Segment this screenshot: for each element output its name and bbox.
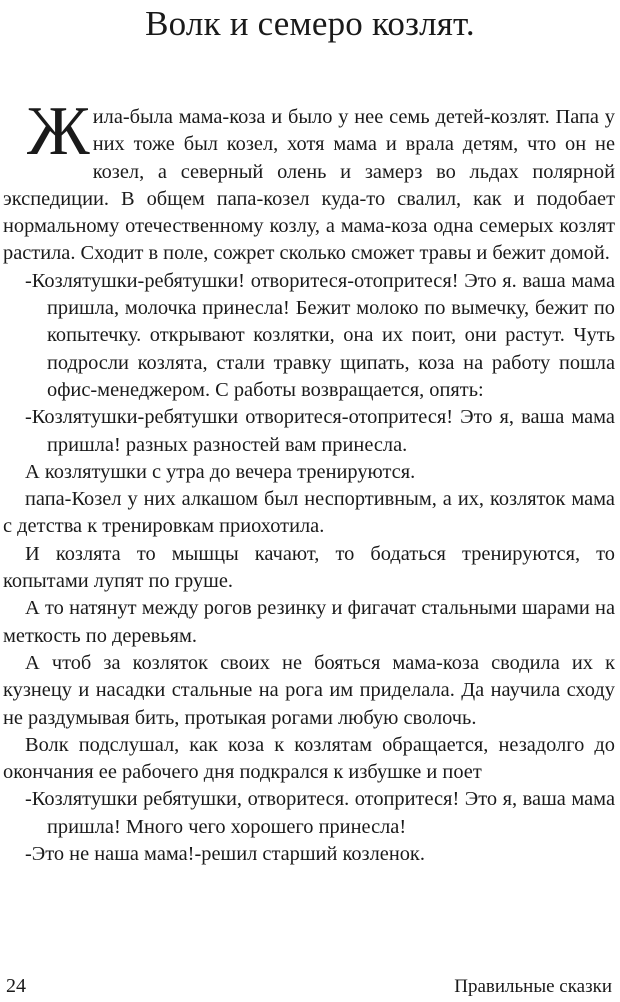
running-footer-title: Правильные сказки xyxy=(454,976,612,997)
paragraph: -Козлятушки-ребятушки! отворитеся-отопритеся! Это я. ваша мама пришла, молочка принесла! Бежит молоко по вымечку, бежит по копытечку. открывают козлятки, она их поит, они растут. Чуть подросли козлята, стали травку щипать, коза на работу пошла офис-менеджером. С работы возвращается, опять: xyxy=(25,269,615,401)
paragraph-list xyxy=(3,268,615,869)
first-paragraph xyxy=(3,93,615,268)
paragraph: А чтоб за козляток своих не бояться мама-коза сводила их к кузнецу и насадки стальные на рога им приделала. Да научила сходу не раздумывая бить, протыкая рогами любую сволочь. xyxy=(3,651,615,729)
paragraph: А козлятушки с утра до вечера тренируются. xyxy=(25,460,416,483)
first-paragraph-text: ила-была мама-коза и было у нее семь детей-козлят. Папа у них тоже был козел, хотя мама и врала детям, что он не козел, а северный олень и замерз во льдах полярной экспедиции. В общем папа-козел куда-то свалил, как и подобает нормальному отечественному козлу, а мама-коза одна семерых козлят растила. Сходит в поле, сожрет сколько сможет травы и бежит домой. xyxy=(3,106,615,265)
paragraph: А то натянут между рогов резинку и фигачат стальными шарами на меткость по деревьям. xyxy=(3,597,615,647)
paragraph: -Козлятушки ребятушки, отворитеся. отопритеся! Это я, ваша мама пришла! Много чего хорошего принесла! xyxy=(25,788,615,838)
paragraph: папа-Козел у них алкашом был неспортивным, а их, козляток мама с детства к тренировкам приохотила. xyxy=(3,488,615,538)
paragraph: -Козлятушки-ребятушки отворитеся-отопритеся! Это я, ваша мама пришла! разных разностей вам принесла. xyxy=(25,406,615,456)
paragraph: -Это не наша мама!-решил старший козленок. xyxy=(25,843,425,866)
page-title: Волк и семеро козлят. xyxy=(145,4,475,43)
paragraph: И козлята то мышцы качают, то бодаться тренируются, то копытами лупят по груше. xyxy=(3,542,615,593)
page-number: 24 xyxy=(6,975,26,997)
drop-cap: Ж xyxy=(27,93,90,170)
story-text xyxy=(3,93,615,868)
paragraph: Волк подслушал, как коза к козлятам обращается, незадолго до окончания ее рабочего дня подкрался к избушке и поет xyxy=(3,733,615,784)
